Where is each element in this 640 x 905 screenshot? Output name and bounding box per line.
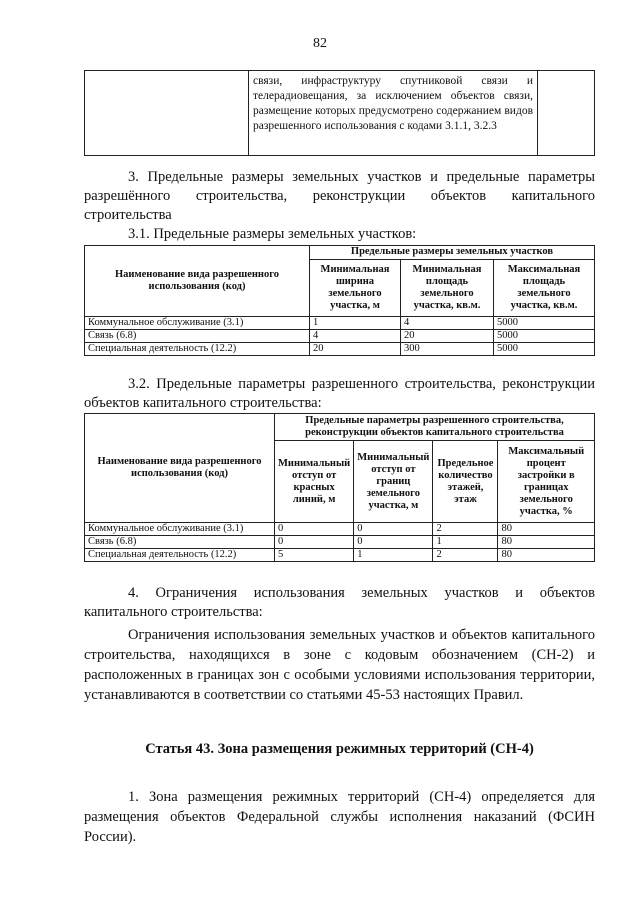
table1-cell: 20 <box>310 343 401 356</box>
continuation-cell: связи, инфраструктуру спутниковой связи и телерадиовещания, за исключением объектов связи, размещение которых предусмотрено содержанием видов разрешенного использования с кодами 3.1.1, 3.2.3 <box>249 71 538 156</box>
table1-row-name: Связь (6.8) <box>85 330 310 343</box>
table2-cell: 2 <box>433 523 498 536</box>
table1-cell: 5000 <box>494 343 595 356</box>
table2-cell: 1 <box>354 549 433 562</box>
table2-cell: 0 <box>354 523 433 536</box>
land-plot-sizes-table <box>84 245 595 356</box>
table2-cell: 0 <box>275 523 354 536</box>
table2-header-coverage: Максимальный процент застройки в границах земельного участка, % <box>498 441 595 523</box>
table2-row-name: Специальная деятельность (12.2) <box>85 549 275 562</box>
table-row <box>85 343 595 356</box>
table1-cell: 20 <box>401 330 494 343</box>
table2-header-plot-borders: Минимальный отступ от границ земельного участка, м <box>354 441 433 523</box>
table-row <box>85 536 595 549</box>
table2-col0-header: Наименование вида разрешенного использования (код) <box>85 414 275 523</box>
table-row <box>85 330 595 343</box>
section-3-2-text: 3.2. Предельные параметры разрешенного строительства, реконструкции объектов капитального строительства: <box>84 376 595 411</box>
table2-header-floors: Предельное количество этажей, этаж <box>433 441 498 523</box>
page-number: 82 <box>313 36 327 51</box>
continuation-table <box>84 70 595 156</box>
table1-group-header: Предельные размеры земельных участков <box>310 246 595 260</box>
table2-cell: 2 <box>433 549 498 562</box>
table-row <box>85 317 595 330</box>
table1-cell: 5000 <box>494 330 595 343</box>
table1-header-min-width: Минимальная ширина земельного участка, м <box>310 259 401 316</box>
table2-header-red-lines: Минимальный отступ от красных линий, м <box>275 441 354 523</box>
table1-col0-header: Наименование вида разрешенного использования (код) <box>85 246 310 317</box>
section-3-1-text: 3.1. Предельные размеры земельных участков: <box>128 226 417 242</box>
table2-cell: 5 <box>275 549 354 562</box>
table2-cell: 1 <box>433 536 498 549</box>
table2-row-name: Коммунальное обслуживание (3.1) <box>85 523 275 536</box>
table1-header-max-area: Максимальная площадь земельного участка, кв.м. <box>494 259 595 316</box>
table2-group-header: Предельные параметры разрешенного строительства, реконструкции объектов капитального строительства <box>275 414 595 441</box>
table2-cell: 80 <box>498 523 595 536</box>
table1-cell: 4 <box>401 317 494 330</box>
article-43-heading: Статья 43. Зона размещения режимных территорий (СН-4) <box>145 741 534 757</box>
section-3-text: 3. Предельные размеры земельных участков и предельные параметры разрешённого строительства, реконструкции объектов капитального строительства <box>84 169 595 223</box>
construction-params-table <box>84 413 595 562</box>
table1-cell: 5000 <box>494 317 595 330</box>
table2-row-name: Связь (6.8) <box>85 536 275 549</box>
table2-cell: 0 <box>275 536 354 549</box>
section-4-text: Ограничения использования земельных участков и объектов капитального строительства, находящихся в зоне с кодовым обозначением (СН-2) и расположенных в границах зон с особыми условиями использования территории, устанавливаются в соответствии со статьями 45-53 настоящих Правил. <box>84 627 595 703</box>
table1-cell: 1 <box>310 317 401 330</box>
empty-cell <box>538 71 595 156</box>
table2-cell: 80 <box>498 536 595 549</box>
table2-cell: 0 <box>354 536 433 549</box>
section-4-title: 4. Ограничения использования земельных участков и объектов капитального строительства: <box>84 585 595 620</box>
empty-cell <box>85 71 249 156</box>
article-43-text: 1. Зона размещения режимных территорий (СН-4) определяется для размещения объектов Федеральной службы исполнения наказаний (ФСИН России). <box>84 789 595 845</box>
table1-cell: 300 <box>401 343 494 356</box>
table1-row-name: Коммунальное обслуживание (3.1) <box>85 317 310 330</box>
table1-row-name: Специальная деятельность (12.2) <box>85 343 310 356</box>
table2-cell: 80 <box>498 549 595 562</box>
table-row <box>85 523 595 536</box>
table1-header-min-area: Минимальная площадь земельного участка, кв.м. <box>401 259 494 316</box>
table1-cell: 4 <box>310 330 401 343</box>
table-row <box>85 549 595 562</box>
